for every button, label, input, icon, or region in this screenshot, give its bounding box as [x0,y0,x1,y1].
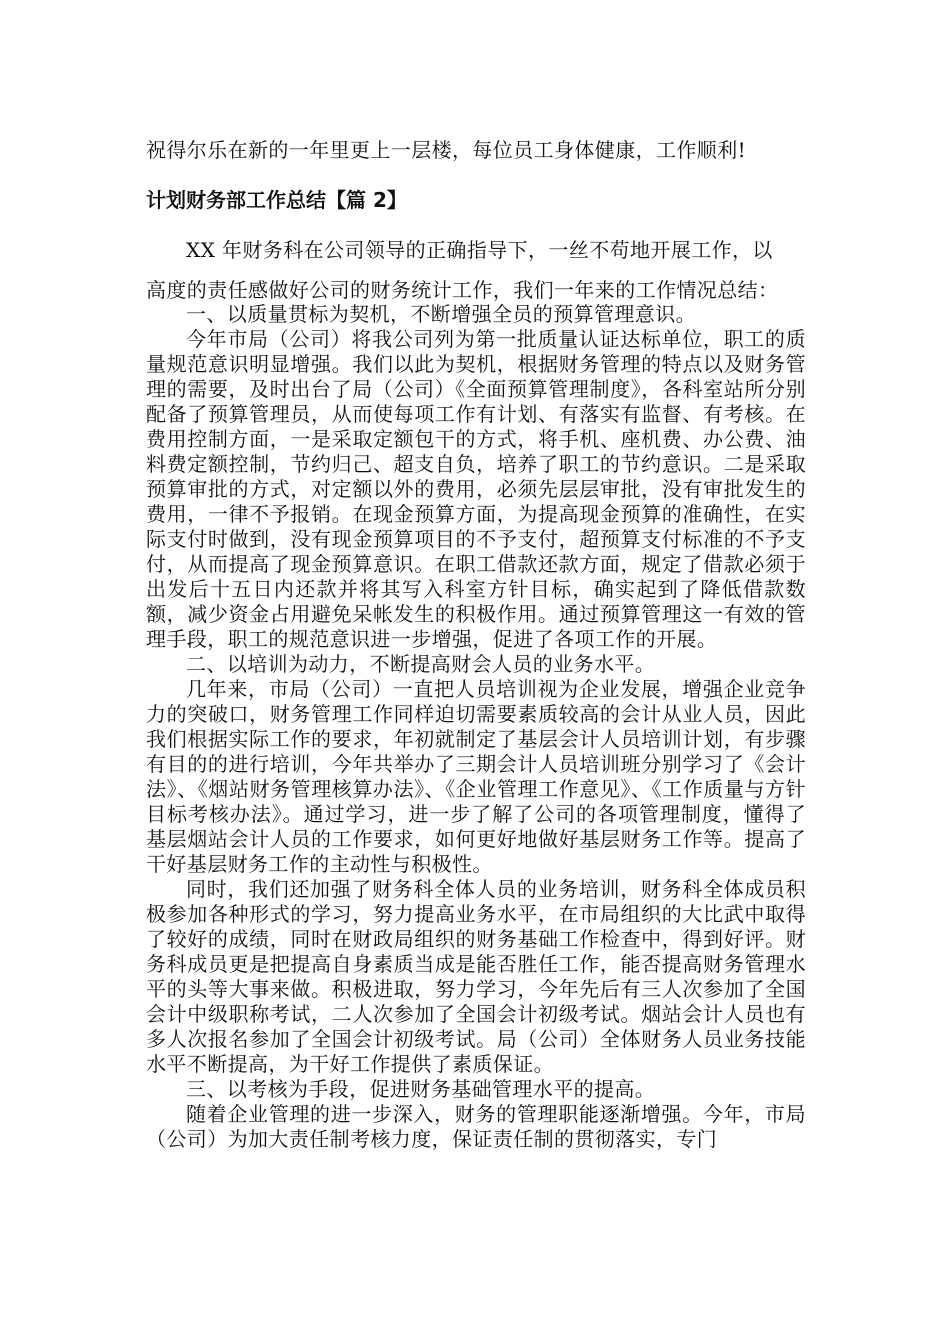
closing-line: 祝得尔乐在新的一年里更上一层楼，每位员工身体健康，工作顺利! [146,138,747,162]
intro-line-2: 高度的责任感做好公司的财务统计工作，我们一年来的工作情况总结： [146,278,779,302]
paragraph: 随着企业管理的进一步深入，财务的管理职能逐渐增强。今年，市局（公司）为加大责任制考核力度，保证责任制的贯彻落实，专门 [146,1102,806,1151]
paragraph-heading-3: 三、以考核为手段，促进财务基础管理水平的提高。 [186,1077,656,1101]
paragraph: 几年来，市局（公司）一直把人员培训视为企业发展，增强企业竞争力的突破口，财务管理工作同样迫切需要素质较高的会计从业人员，因此我们根据实际工作的要求，年初就制定了基层会计人员培训计划，有步骤有目的的进行培训，今年共举办了三期会计人员培训班分别学习了《会计法》、《烟站财务管理核算办法》、《企业管理工作意见》、《工作质量与方针目标考核办法》。通过学习，进一步了解了公司的各项管理制度，懂得了基层烟站会计人员的工作要求，如何更好地做好基层财务工作等。提高了干好基层财务工作的主动性与积极性。 [146,677,806,876]
paragraph: 今年市局（公司）将我公司列为第一批质量认证达标单位，职工的质量规范意识明显增强。我们以此为契机，根据财务管理的特点以及财务管理的需要，及时出台了局（公司）《全面预算管理制度》，各科室站所分别配备了预算管理员，从而使每项工作有计划、有落实有监督、有考核。在费用控制方面，一是采取定额包干的方式，将手机、座机费、办公费、油料费定额控制，节约归己、超支自负，培养了职工的节约意识。二是采取预算审批的方式，对定额以外的费用，必须先层层审批，没有审批发生的费用，一律不予报销。在现金预算方面，为提高现金预算的准确性，在实际支付时做到，没有现金预算项目的不予支付，超预算支付标准的不予支付，从而提高了现金预算意识。在职工借款还款方面，规定了借款必须于出发后十五日内还款并将其写入科室方针目标，确实起到了降低借款数额，减少资金占用避免呆帐发生的积极作用。通过预算管理这一有效的管理手段，职工的规范意识进一步增强，促进了各项工作的开展。 [146,327,806,651]
paragraph: 同时，我们还加强了财务科全体人员的业务培训，财务科全体成员积极参加各种形式的学习，努力提高业务水平，在市局组织的大比武中取得了较好的成绩，同时在财政局组织的财务基础工作检查中，得到好评。财务科成员更是把提高自身素质当成是能否胜任工作，能否提高财务管理水平的头等大事来做。积极进取，努力学习，今年先后有三人次参加了全国会计中级职称考试，二人次参加了全国会计初级考试。烟站会计人员也有多人次报名参加了全国会计初级考试。局（公司）全体财务人员业务技能水平不断提高，为干好工作提供了素质保证。 [146,877,806,1076]
paragraph-heading-2: 二、以培训为动力，不断提高财会人员的业务水平。 [186,652,656,676]
intro-line-1: XX 年财务科在公司领导的正确指导下，一丝不苟地开展工作，以 [186,238,773,262]
paragraph-heading-1: 一、以质量贯标为契机，不断增强全员的预算管理意识。 [186,302,696,326]
section-heading: 计划财务部工作总结【篇 2】 [146,188,407,212]
body-text [146,302,806,1152]
